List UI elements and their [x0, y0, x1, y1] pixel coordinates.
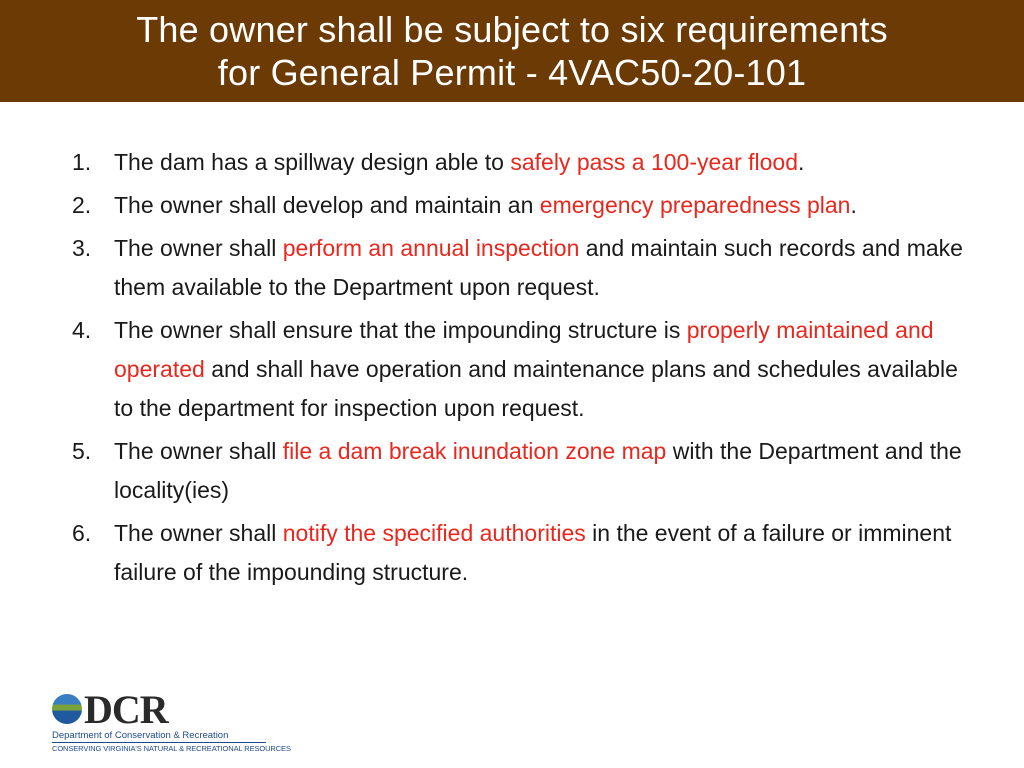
requirement-item [72, 143, 972, 182]
dcr-logo [50, 687, 291, 758]
requirement-text: The owner shall ensure that the impounding structure is [114, 317, 687, 343]
title-bar [0, 0, 1024, 102]
requirement-item [72, 514, 972, 592]
requirements-list [72, 143, 972, 596]
requirement-number: 6. [72, 520, 92, 546]
requirement-text: The owner shall [114, 520, 283, 546]
requirement-text: The owner shall [114, 438, 283, 464]
logo-subtitle: Department of Conservation & Recreation [52, 730, 229, 741]
requirement-item [72, 432, 972, 510]
requirement-text: and shall have operation and maintenance plans and schedules available to the department for inspection upon request. [114, 356, 958, 421]
requirement-number: 3. [72, 235, 92, 261]
requirement-text: . [850, 192, 857, 218]
requirement-number: 4. [72, 317, 92, 343]
requirement-text: The owner shall [114, 235, 283, 261]
requirement-number: 1. [72, 149, 92, 175]
requirement-text: and maintain such records and make them available to the Department upon request. [114, 235, 963, 300]
requirement-item [72, 186, 972, 225]
requirement-highlight: file a dam break inundation zone map [282, 438, 667, 464]
requirement-item [72, 311, 972, 428]
slide-title-line-1: The owner shall be subject to six requirements [136, 9, 888, 50]
requirement-text: in the event of a failure or imminent failure of the impounding structure. [114, 520, 952, 585]
requirement-highlight: emergency preparedness plan [539, 192, 851, 218]
requirement-text: with the Department and the locality(ies) [114, 438, 962, 503]
globe-icon [52, 694, 82, 724]
requirement-item [72, 229, 972, 307]
requirement-highlight: notify the specified authorities [282, 520, 586, 546]
requirement-text: The owner shall develop and maintain an [114, 192, 540, 218]
requirement-text: . [798, 149, 805, 175]
logo-tagline: CONSERVING VIRGINIA'S NATURAL & RECREATIONAL RESOURCES [52, 744, 291, 753]
requirement-highlight: safely pass a 100-year flood [510, 149, 799, 175]
requirement-text: The dam has a spillway design able to [114, 149, 511, 175]
slide-title-line-2: for General Permit - 4VAC50-20-101 [217, 52, 807, 93]
requirement-highlight: properly maintained and operated [114, 317, 934, 382]
requirement-highlight: perform an annual inspection [282, 235, 580, 261]
requirement-number: 5. [72, 438, 92, 464]
logo-divider [52, 742, 266, 743]
requirement-number: 2. [72, 192, 92, 218]
logo-name: DCR [84, 687, 168, 732]
